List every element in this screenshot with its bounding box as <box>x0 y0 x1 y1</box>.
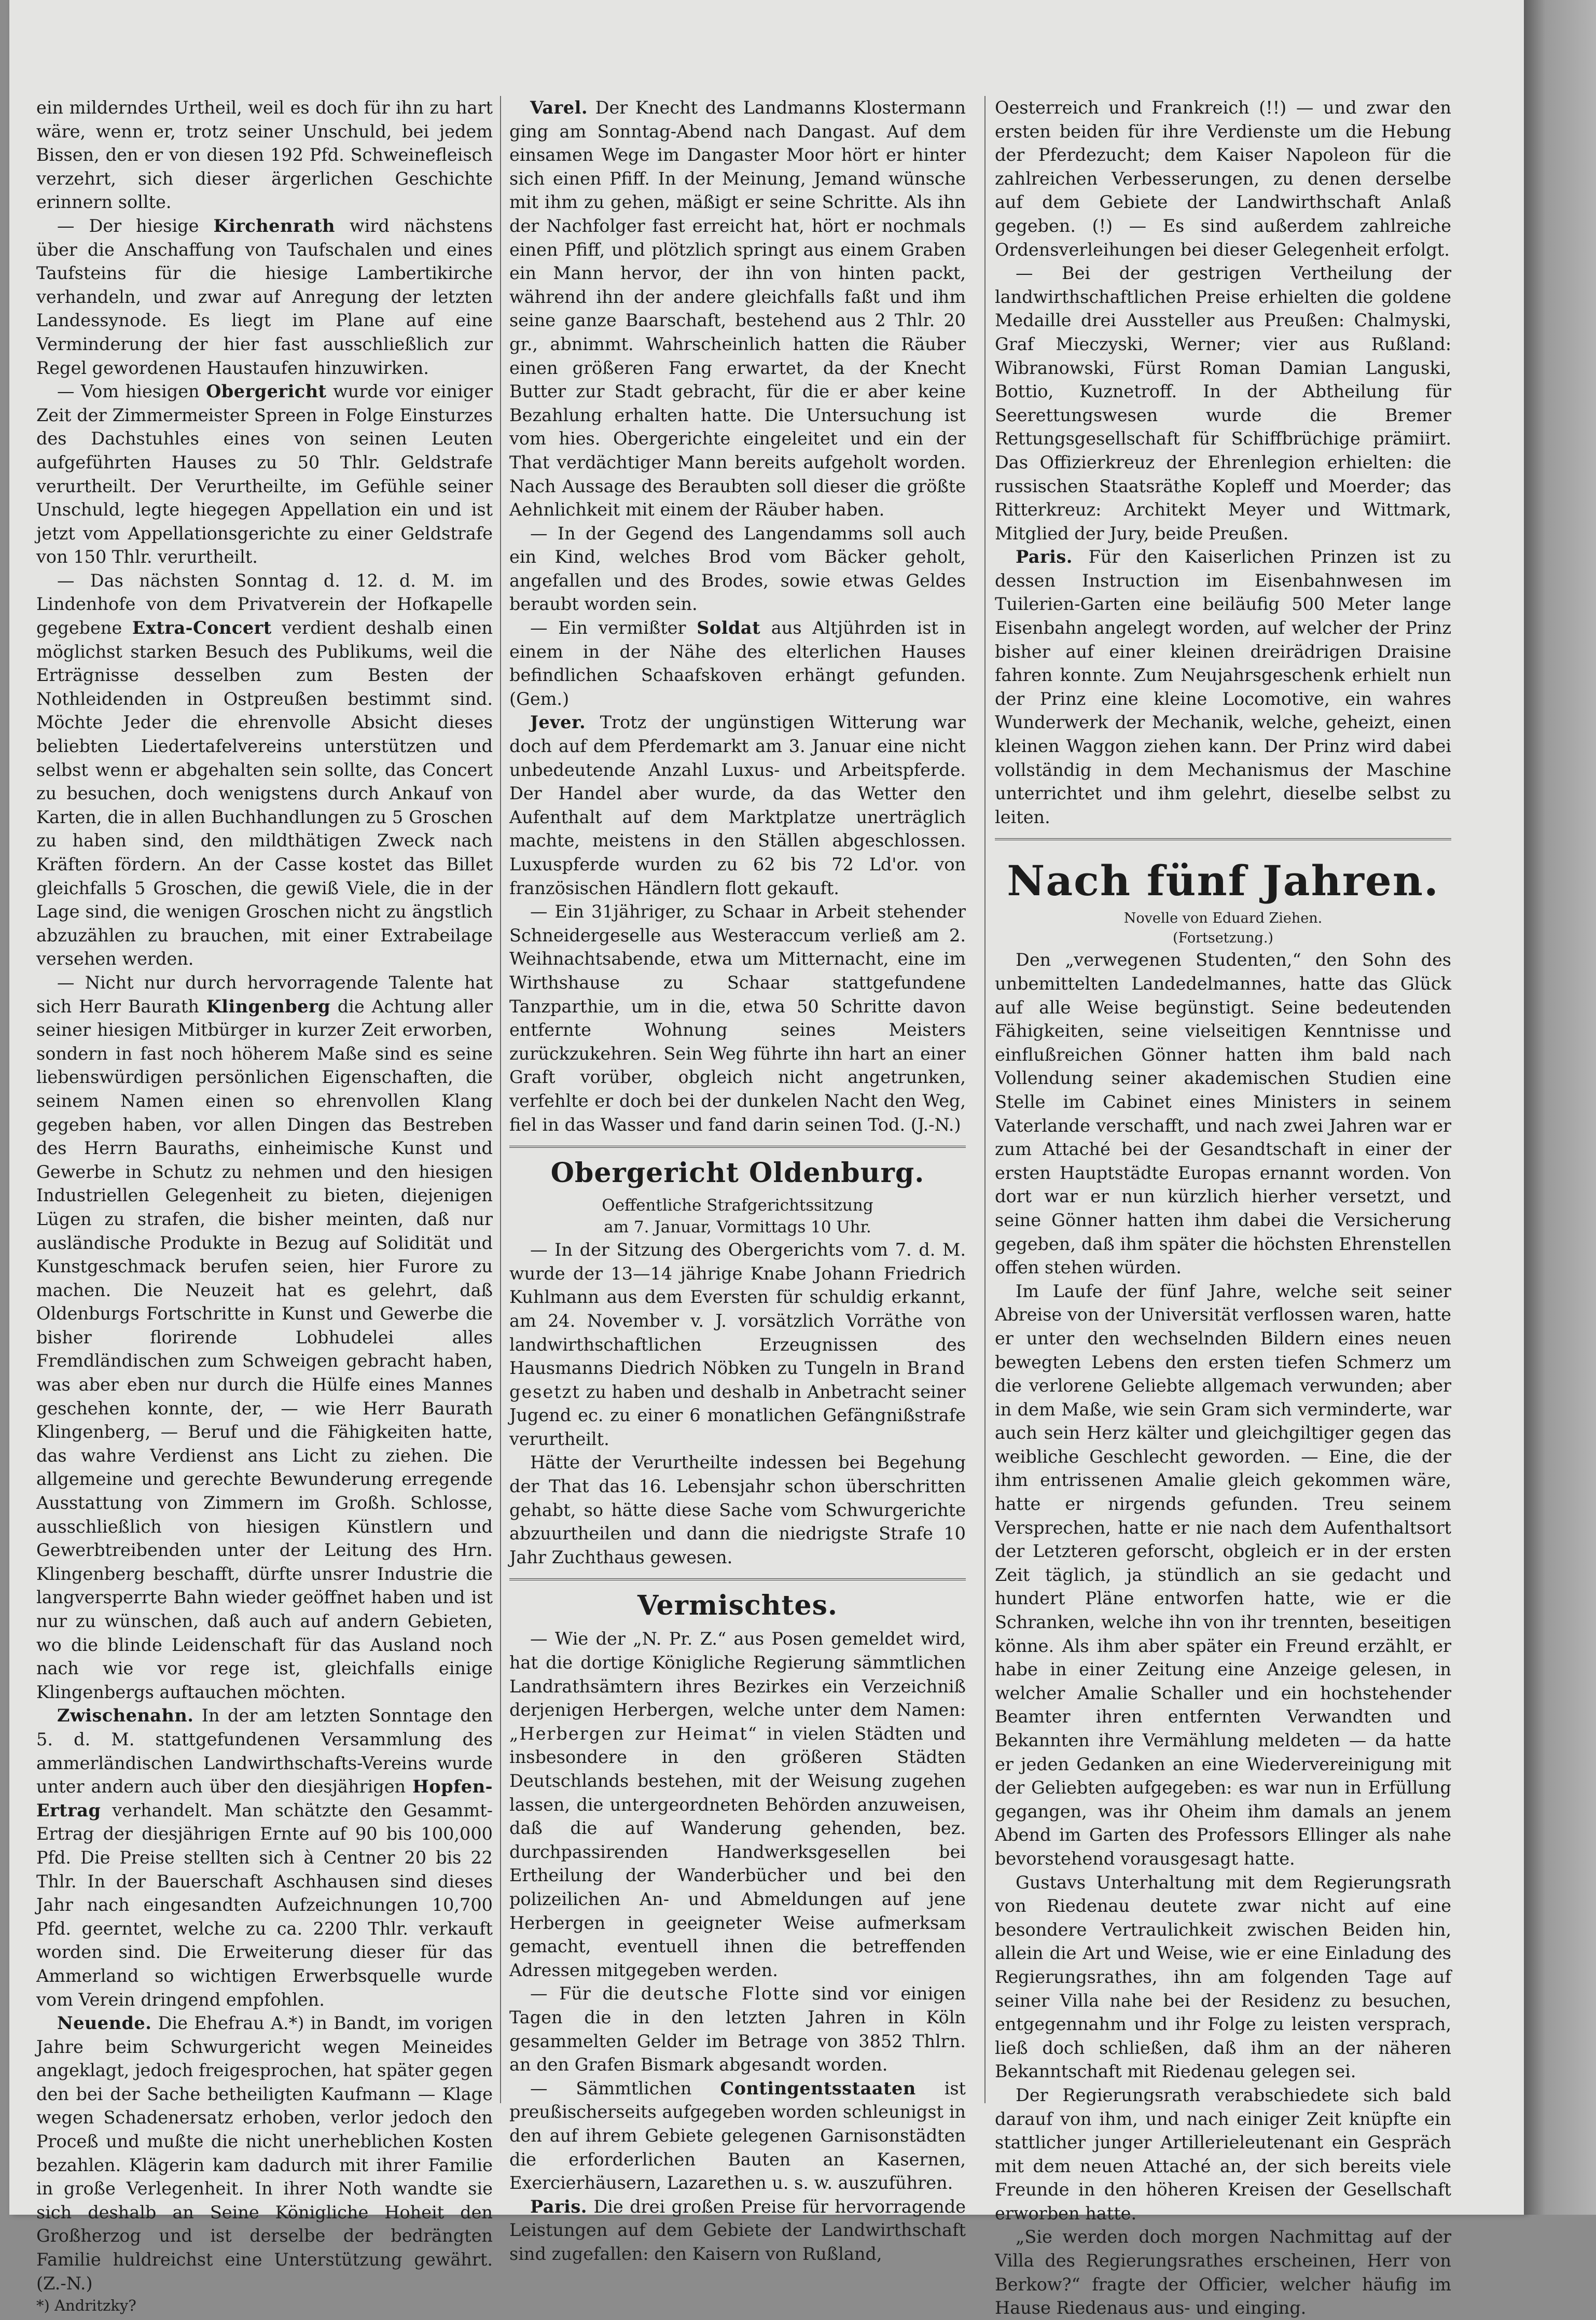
place-name: Neuende. <box>57 2013 152 2034</box>
keyword: Contingentsstaaten <box>720 2078 916 2099</box>
section-heading: Vermischtes. <box>637 1590 838 1622</box>
column-rule-2 <box>984 96 986 2103</box>
place-name: Paris. <box>530 2196 587 2217</box>
keyword: Soldat <box>697 618 761 638</box>
keyword: Extra-Concert <box>132 618 272 638</box>
article-paragraph: Zwischenahn. In der am letzten Sonntage den 5. d. M. stattgefundenen Versammlung des ammerländischen Landwirthschafts-Vereins wurde unter andern auch über den diesjährigen Hopfen-Ertrag verhandelt. Man schätzte den Gesammt-Ertrag der diesjährigen Ernte auf 90 bis 100,000 Pfd. Die Preise stellten sich à Centner 20 bis 22 Thlr. In der Bauerschaft Aschhausen sind dieses Jahr nach eingesandten Aufzeichnungen 10,700 Pfd. geerntet, welche zu ca. 2200 Thlr. verkauft worden sind. Die Erweiterung dieser für das Ammerland so wichtigen Erwerbsquelle wurde vom Verein dringend empfohlen. <box>36 1705 493 2010</box>
section-rule <box>509 1578 966 1580</box>
place-name: Varel. <box>530 98 588 118</box>
article-paragraph: — Nicht nur durch hervorragende Talente hat sich Herr Baurath Klingenberg die Achtung aller seiner hiesigen Mitbürger in kurzer Zeit erworben, sondern in fast noch höherem Maße sind es seine liebenswürdigen persönlichen Eigenschaften, die seinem Namen einen so ehrenvollen Klang gegeben haben, vor allen Dingen das Bestreben des Herrn Bauraths, einheimische Kunst und Gewerbe in Schutz zu nehmen und den hiesigen Industriellen Gelegenheit zu bieten, diejenigen Lügen zu strafen, die bisher meinten, daß nur ausländische Produkte in Bezug auf Solidität und Kunstgeschmack berufen seien, hier Furore zu machen. Die Neuzeit hat es gelehrt, daß Oldenburgs Fortschritte in Kunst und Gewerbe die bisher florirende Lobhudelei alles Fremdländischen zum Schweigen gebracht haben, was aber eben nur durch die Hülfe eines Mannes geschehen konnte, der, — wie Herr Baurath Klingenberg, — Beruf und die Fähigkeiten hatte, das wahre Verdienst ans Licht zu ziehen. Die allgemeine und gerechte Bewunderung erregende Ausstattung von Zimmern im Großh. Schlosse, ausschließlich von hiesigen Künstlern und Gewerbtreibenden unter der Leitung des Hrn. Klingenberg beschafft, dürfte unsrer Industrie die langversperrte Bahn wieder geöffnet haben und ist nur zu wünschen, daß auch auf andern Gebieten, wo die blinde Leidenschaft für das Ausland noch nach wie vor rege ist, gleichfalls einige Klingenbergs auftauchen möchten. <box>36 972 493 1702</box>
source-tag: (Gem.) <box>509 688 570 709</box>
article-paragraph: Oesterreich und Frankreich (!!) — und zwar den ersten beiden für ihre Verdienste um die Hebung der Pferdezucht; dem Kaiser Napoleon für die zahlreichen Verbesserungen, zu denen derselbe auf dem Gebiete der Landwirthschaft Anlaß gegeben. (!) — Es sind außerdem zahlreiche Ordensverleihungen bei dieser Gelegenheit erfolgt. <box>995 98 1451 260</box>
section-rule <box>995 838 1451 840</box>
source-tag: (J.-N.) <box>910 1114 961 1135</box>
place-name: Jever. <box>530 712 586 733</box>
article-paragraph: Hätte der Verurtheilte indessen bei Begehung der That das 16. Lebensjahr schon überschritten gehabt, so hätte diese Sache vom Schwurgerichte abzuurtheilen und dann die niedrigste Strafe 10 Jahr Zuchthaus gewesen. <box>509 1452 966 1567</box>
source-tag: (Z.-N.) <box>36 2273 93 2294</box>
article-paragraph: Paris. Die drei großen Preise für hervorragende Leistungen auf dem Gebiete der Landwirthschaft sind zugefallen: den Kaisern von Rußland, <box>509 2196 966 2264</box>
section-heading: Obergericht Oldenburg. <box>550 1157 925 1189</box>
feuilleton-title: Nach fünf Jahren. <box>1007 856 1439 906</box>
article-paragraph: — In der Gegend des Langendamms soll auch ein Kind, welches Brod vom Bäcker geholt, angefallen und des Brodes, sowie etwas Geldes beraubt worden sein. <box>509 523 966 615</box>
story-paragraph: Den „verwegenen Studenten,“ den Sohn des unbemittelten Landedelmannes, hatte das Glück auf alle Weise begünstigt. Seine bedeutenden Fähigkeiten, seine vielseitigen Kenntnisse und einflußreichen Gönner hatten ihm bald nach Vollendung seiner akademischen Studien eine Stelle im Cabinet eines Ministers in seinem Vaterlande verschafft, und nach zwei Jahren war er zum Attaché bei der Gesandtschaft in einer der ersten Hauptstädte Europas ernannt worden. Von dort war er nun kürzlich hierher versetzt, und seine Gönner hatten ihm dabei die Versicherung gegeben, daß ihm später die höchsten Ehrenstellen offen stehen würden. <box>995 950 1451 1278</box>
keyword: Obergericht <box>206 381 327 402</box>
section-rule <box>509 1146 966 1148</box>
article-paragraph: Varel. Der Knecht des Landmanns Klostermann ging am Sonntag-Abend nach Dangast. Auf dem einsamen Wege im Dangaster Moor hört er hinter sich einen Pfiff. In der Meinung, Jemand wünsche mit ihm zu gehen, mäßigt er seine Schritte. Als ihn der Nachfolger fast erreicht hat, hört er nochmals einen Pfiff, und plötzlich springt aus einem Graben ein Mann hervor, der ihn von hinten packt, während ihn der andere gleichfalls faßt und ihm seine ganze Baarschaft, bestehend aus 2 Thlr. 20 gr., abnimmt. Wahrscheinlich hatten die Räuber einen größeren Fang erwartet, da der Knecht Butter zur Stadt gebracht, für die er aber keine Bezahlung erhalten hatte. Die Untersuchung ist vom hies. Obergerichte eingeleitet und ein der That verdächtiger Mann bereits aufgeholt worden. Nach Aussage des Beraubten soll dieser die größte Aehnlichkeit mit einem der Räuber haben. <box>509 98 966 520</box>
article-paragraph: Jever. Trotz der ungünstigen Witterung war doch auf dem Pferdemarkt am 3. Januar eine nicht unbedeutende Anzahl Luxus- und Arbeitspferde. Der Handel aber wurde, da das Wetter den Aufenthalt auf dem Marktplatze unerträglich machte, meistens in den Ställen abgeschlossen. Luxuspferde wurden zu 62 bis 72 Ld'or. von französischen Händlern flott gekauft. <box>509 712 966 898</box>
article-paragraph: Neuende. Die Ehefrau A.*) in Bandt, im vorigen Jahre beim Schwurgericht wegen Meineides angeklagt, jedoch freigesprochen, hat später gegen den bei der Sache betheiligten Kaufmann — Klage wegen Schadenersatz erhoben, verlor jedoch den Proceß und mußte die nicht unerheblichen Kosten bezahlen. Klägerin kam dadurch mit ihrer Familie in große Verlegenheit. In ihrer Noth wandte sie sich deshalb an Seine Königliche Hoheit den Großherzog und ist derselbe der bedrängten Familie huldreichst eine Unterstützung gewährt. (Z.-N.) <box>36 2013 493 2294</box>
article-paragraph: — Das nächsten Sonntag d. 12. d. M. im Lindenhofe von dem Privatverein der Hofkapelle gegebene Extra-Concert verdient deshalb einen möglichst starken Besuch des Publikums, weil die Erträgnisse desselben zum Besten der Nothleidenden in Ostpreußen bestimmt sind. Möchte Jeder die ehrenvolle Absicht dieses beliebten Liedertafelvereins unterstützen und selbst wenn er abgehalten sein sollte, das Concert zu besuchen, doch wenigstens durch Ankauf von Karten, die in allen Buchhandlungen zu 5 Groschen zu haben sind, den mildthätigen Zweck nach Kräften fördern. An der Casse kostet das Billet gleichfalls 5 Groschen, die gewiß Viele, die in der Lage sind, die wenigen Groschen nicht zu ängstlich abzuzählen zu brauchen, mit einer Extrabeilage versehen werden. <box>36 570 493 969</box>
footnote: *) Andritzky? <box>36 2297 136 2315</box>
keyword: Klingenberg <box>206 996 331 1017</box>
article-paragraph: ein milderndes Urtheil, weil es doch für ihn zu hart wäre, wenn er, trotz seiner Unschuld, bei jedem Bissen, den er von diesen 192 Pfd. Schweinefleisch verzehrt, sich dieser ärgerlichen Geschichte erinnern sollte. <box>36 98 493 213</box>
story-paragraph: Gustavs Unterhaltung mit dem Regierungsrath von Riedenau deutete zwar nicht auf eine besondere Vertraulichkeit zwischen Beiden hin, allein die Art und Weise, wie er eine Einladung des Regierungsrathes, ihn am folgenden Tage auf seiner Villa nahe bei der Residenz zu besuchen, entgegennahm und ihr Folge zu leisten versprach, ließ doch schließen, daß ihm an der näheren Bekanntschaft mit Riedenau gelegen sei. <box>995 1872 1451 2082</box>
column-right <box>995 96 1451 2318</box>
story-paragraph: „Sie werden doch morgen Nachmittag auf der Villa des Regierungsrathes erscheinen, Herr von Berkow?“ fragte der Officier, welcher häufig im Hause Riedenaus aus- und einging. <box>995 2227 1451 2318</box>
column-middle <box>509 96 966 2264</box>
story-paragraph: Der Regierungsrath verabschiedete sich bald darauf von ihm, und nach einiger Zeit knüpfte ein stattlicher junger Artillerieleutenant ein Gespräch mit dem neuen Attaché an, der sich bereits viele Freunde in den höheren Kreisen der Gesellschaft erworben hatte. <box>995 2085 1451 2224</box>
feuilleton-byline: Novelle von Eduard Ziehen. <box>1123 910 1323 927</box>
article-paragraph: Paris. Für den Kaiserlichen Prinzen ist zu dessen Instruction im Eisenbahnwesen im Tuilerien-Garten eine beiläufig 500 Meter lange Eisenbahn angelegt worden, auf welcher der Prinz bisher auf einer kleinen dreirädrigen Draisine fahren konnte. Zum Neujahrsgeschenk erhielt nun der Prinz eine kleine Locomotive, ein wahres Wunderwerk der Mechanik, welche, geheizt, einen kleinen Waggon ziehen kann. Der Prinz wird dabei vollständig in dem Mechanismus der Maschine unterrichtet und ihm gelehrt, dieselbe selbst zu leiten. <box>995 547 1451 827</box>
feuilleton-continuation: (Fortsetzung.) <box>1173 930 1273 947</box>
emphasis: Brand gesetzt <box>509 1358 966 1402</box>
article-paragraph: — Vom hiesigen Obergericht wurde vor einiger Zeit der Zimmermeister Spreen in Folge Einsturzes des Dachstuhles eines von seinen Leuten aufgeführten Hauses zu 50 Thlr. Geldstrafe verurtheilt. Der Verurtheilte, im Gefühle seiner Unschuld, legte hiegegen Appellation ein und ist jetzt vom Appellationsgerichte zu einer Geldstrafe von 150 Thlr. verurtheilt. <box>36 381 493 567</box>
page-edge-shadow <box>1524 0 1596 2215</box>
article-paragraph: — Der hiesige Kirchenrath wird nächstens über die Anschaffung von Taufschalen und eines Taufsteins für die hiesige Lambertikirche verhandeln, und zwar auf Anregung der letzten Landessynode. Es liegt im Plane auf eine Verminderung der hier fast ausschließlich zur Regel gewordenen Haustaufen hinzuwirken. <box>36 215 493 378</box>
article-paragraph: — In der Sitzung des Obergerichts vom 7. d. M. wurde der 13—14 jährige Knabe Johann Friedrich Kuhlmann aus dem Eversten für schuldig erkannt, am 24. November v. J. vorsätzlich Vorräthe von landwirthschaftlichen Erzeugnissen des Hausmanns Diedrich Nöbken zu Tungeln in Brand gesetzt zu haben und deshalb in Anbetracht seiner Jugend ec. zu einer 6 monatlichen Gefängnißstrafe verurtheilt. <box>509 1240 966 1449</box>
column-left <box>36 96 493 2315</box>
article-paragraph: — Ein 31jähriger, zu Schaar in Arbeit stehender Schneidergeselle aus Westeraccum verließ am 2. Weihnachtsabende, etwa um Mitternacht, eine im Wirthshause zu Schaar stattgefundene Tanzparthie, um in die, etwa 50 Schritte davon entfernte Wohnung seines Meisters zurückzukehren. Sein Weg führte ihn hart an einer Graft vorüber, obgleich nicht angetrunken, verfehlte er doch bei der dunkelen Nacht den Weg, fiel in das Wasser und fand darin seinen Tod. (J.-N.) <box>509 901 966 1135</box>
place-name: Paris. <box>1016 547 1073 567</box>
place-name: Zwischenahn. <box>57 1705 194 1726</box>
keyword: Hopfen-Ertrag <box>36 1776 493 1821</box>
article-paragraph: — Sämmtlichen Contingentsstaaten ist preußischerseits aufgegeben worden schleunigst in den auf ihrem Gebiete gelegenen Garnisonstädten die erforderlichen Bauten an Kasernen, Exercierhäusern, Lazarethen u. s. w. auszuführen. <box>509 2078 966 2193</box>
section-subheading: Oeffentliche Strafgerichtssitzung <box>602 1196 873 1215</box>
emphasis: deutsche Flotte <box>641 1983 800 2004</box>
article-paragraph: — Ein vermißter Soldat aus Altjührden ist in einem in der Nähe des elterlichen Hauses befindlichen Schaafskoven erhängt gefunden. (Gem.) <box>509 618 966 709</box>
keyword: Kirchenrath <box>213 215 336 236</box>
emphasis: „Herbergen zur Heimat“ <box>509 1723 758 1744</box>
article-paragraph: — Wie der „N. Pr. Z.“ aus Posen gemeldet wird, hat die dortige Königliche Regierung sämmtlichen Landrathsämtern ihres Bezirkes ein Verzeichniß derjenigen Herbergen, welche unter dem Namen: „Herbergen zur Heimat“ in vielen Städten und insbesondere in den größeren Städten Deutschlands bestehen, mit der Weisung zugehen lassen, die untergeordneten Behörden anzuweisen, daß die auf Wanderung gehenden, bez. durchpassirenden Handwerksgesellen bei Ertheilung der Wanderbücher und bei den polizeilichen An- und Abmeldungen auf jene Herbergen in geeigneter Weise aufmerksam gemacht, eventuell ihnen die betreffenden Adressen mitgegeben werden. <box>509 1629 966 1980</box>
section-subheading: am 7. Januar, Vormittags 10 Uhr. <box>604 1218 871 1237</box>
story-paragraph: Im Laufe der fünf Jahre, welche seit seiner Abreise von der Universität verflossen waren, hatte er unter den wechselnden Bildern eines neuen bewegten Lebens den ersten tiefen Schmerz um die verlorene Geliebte allgemach verwunden; aber in dem Maße, wie sein Gram sich verminderte, war auch sein Herz kälter und gleichgiltiger gegen das weibliche Geschlecht geworden. — Eine, die der ihm entrissenen Amalie gleich gekommen wäre, hatte er nirgends gefunden. Treu seinem Versprechen, hatte er nie nach dem Aufenthaltsort der Letzteren geforscht, obgleich er in der ersten Zeit täglich, ja stündlich an sie gedacht und hundert Pläne entworfen hatte, wie er die Schranken, welche ihn von ihr trennten, beseitigen könne. Als ihm aber später ein Freund erzählt, er habe in einer Zeitung eine Anzeige gelesen, in welcher Amalie Schaller und ein hochstehender Beamter ihren entfernten Verwandten und Bekannten ihre Vermählung meldeten — da hatte er jeden Gedanken an eine Wiedervereinigung mit der Geliebten aufgegeben: es war nun in Erfüllung gegangen, was ihr Oheim ihm damals an jenem Abend im Garten des Professors Ellinger als nahe bevorstehend vorausgesagt hatte. <box>995 1281 1451 1869</box>
article-paragraph: — Bei der gestrigen Vertheilung der landwirthschaftlichen Preise erhielten die goldene Medaille drei Aussteller aus Preußen: Chalmyski, Graf Mieczyski, Werner; vier aus Rußland: Wibranowski, Fürst Roman Damian Languski, Bottio, Kuznetroff. In der Abtheilung für Seerettungswesen wurde die Bremer Rettungsgesellschaft für Schiffbrüchige prämiirt. Das Offizierkreuz der Ehrenlegion erhielten: die russischen Staatsräthe Kopleff und Moerder; das Ritterkreuz: Architekt Meyer und Wittmark, Mitglied der Jury, beide Preußen. <box>995 263 1451 544</box>
article-paragraph: — Für die deutsche Flotte sind vor einigen Tagen die in den letzten Jahren in Köln gesammelten Gelder im Betrage von 3852 Thlrn. an den Grafen Bismark abgesandt worden. <box>509 1983 966 2075</box>
column-rule-1 <box>500 96 501 2103</box>
